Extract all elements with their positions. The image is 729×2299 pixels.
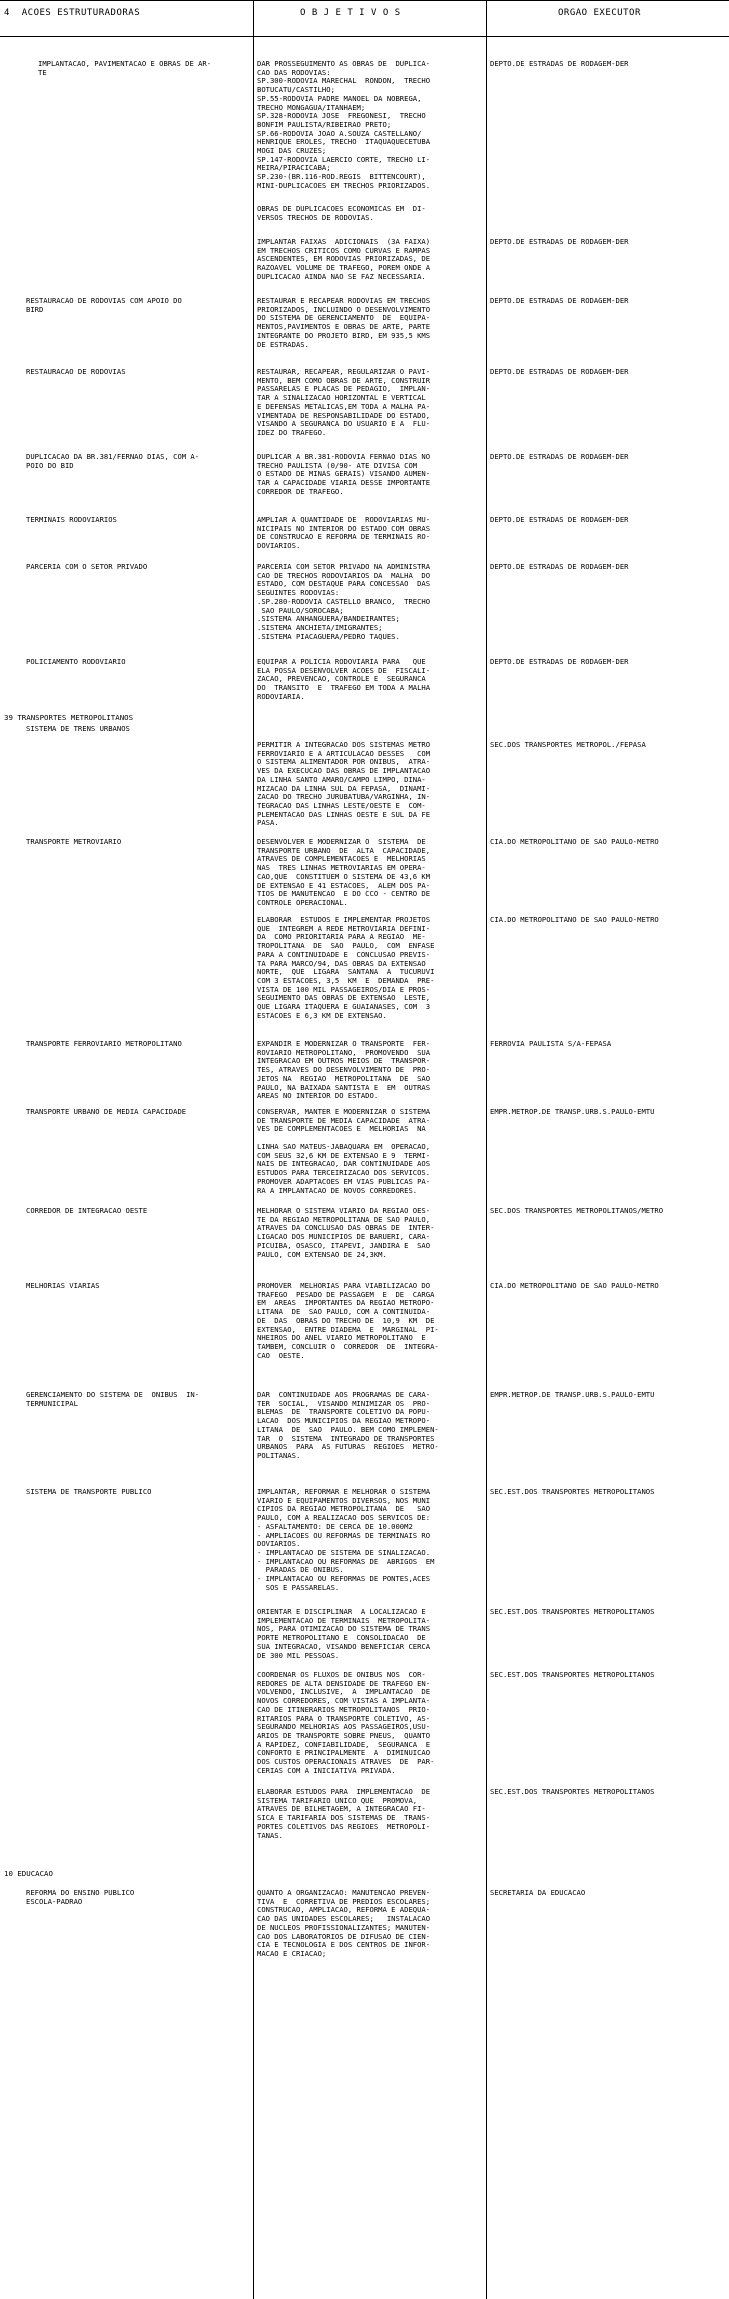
executor-cell: DEPTO.DE ESTRADAS DE RODAGEM-DER bbox=[490, 452, 629, 461]
objective-cell: LINHA SAO MATEUS-JABAQUARA EM OPERACAO, COM SEUS 32,6 KM DE EXTENSAO E 9 TERMI- NAIS DE INTEGRACAO, DAR CONTINUIDADE AOS ESTUDOS PARA TERCEIRIZACAO DOS SERVICOS. PROMOVER ADAPTACOES EM VIAS PUBLICAS PA- RA A IMPLANTACAO DE NOVOS CORREDORES. bbox=[257, 1142, 431, 1195]
action-cell: RESTAURACAO DE RODOVIAS COM APOIO DO BIRD bbox=[26, 296, 182, 314]
objective-cell: ELABORAR ESTUDOS E IMPLEMENTAR PROJETOS QUE INTEGREM A REDE METROVIARIA DEFINI- DA COMO PRIORITARIA PARA A REGIAO ME- TROPOLITANA DE SAO PAULO, COM ENFASE PARA A CONTINUIDADE E CONCLUSAO PREVIS- TA PARA MARCO/94, DAS OBRAS DA EXTENSAO NORTE, QUE LIGARA SANTANA A TUCURUVI COM 3 ESTACOES, 3,5 KM E DEMANDA PRE- VISTA DE 100 MIL PASSAGEIROS/DIA E PROS- SEGUIMENTO DAS OBRAS DE EXTENSAO LESTE, QUE LIGARA ITAQUERA E GUAIANASES, COM 3 ESTACOES E 6,3 KM DE EXTENSAO. bbox=[257, 915, 435, 1020]
section-heading: 39 TRANSPORTES METROPOLITANOS bbox=[4, 713, 134, 722]
action-cell: CORREDOR DE INTEGRACAO OESTE bbox=[26, 1206, 148, 1215]
objective-cell: MELHORAR O SISTEMA VIARIO DA REGIAO OES- TE DA REGIAO METROPOLITANA DE SAO PAULO, ATRAVES DA CONCLUSAO DAS OBRAS DE INTER- LIGACAO DOS MUNICIPIOS DE BARUERI, CARA- PICUIBA, OSASCO, ITAPEVI, JANDIRA E SAO PAULO, COM EXTENSAO DE 24,3KM. bbox=[257, 1206, 435, 1259]
executor-cell: SEC.DOS TRANSPORTES METROPOL./FEPASA bbox=[490, 740, 646, 749]
objective-cell: QUANTO A ORGANIZACAO: MANUTENCAO PREVEN- TIVA E CORRETIVA DE PREDIOS ESCOLARES; CONSTRUCAO, AMPLIACAO, REFORMA E ADEQUA- CAO DAS UNIDADES ESCOLARES; INSTALACAO DE NUCLEOS PROFISSIONALIZANTES; MANUTEN- CAO DOS LABORATORIOS DE DIFUSAO DE CIEN- CIA E TECNOLOGIA E DOS CENTROS DE INFOR- MACAO E CRIACAO; bbox=[257, 1888, 431, 1958]
objective-cell: COORDENAR OS FLUXOS DE ONIBUS NOS COR- REDORES DE ALTA DENSIDADE DE TRAFEGO EN- VOLVENDO, INCLUSIVE, A IMPLANTACAO DE NOVOS CORREDORES, COM VISTAS A IMPLANTA- CAO DE ITINERARIOS METROPOLITANOS PRIO- RITARIOS PARA O TRANSPORTE COLETIVO, AS- SEGURANDO MELHORIAS AOS PASSAGEIROS,USU- ARIOS DE TRANSPORTE SOBRE PNEUS, QUANTO A RAPIDEZ, CONFIABILIDADE, SEGURANCA E CONFORTO E PRINCIPALMENTE A DIMINUICAO DOS CUSTOS OPERACIONAIS ATRAVES DE PAR- CERIAS COM A INICIATIVA PRIVADA. bbox=[257, 1670, 435, 1775]
objective-cell: DAR CONTINUIDADE AOS PROGRAMAS DE CARA- TER SOCIAL, VISANDO MINIMIZAR OS PRO- BLEMAS DE TRANSPORTE COLETIVO DA POPU- LACAO DOS MUNICIPIOS DA REGIAO METROPO- LITANA DE SAO PAULO. BEM COMO IMPLEMEN- TAR O SISTEMA INTEGRADO DE TRANSPORTES URBANOS PARA AS FUTURAS REGIOES METRO- POLITANAS. bbox=[257, 1390, 439, 1460]
header-top-rule bbox=[0, 0, 729, 1]
objective-cell: CONSERVAR, MANTER E MODERNIZAR O SISTEMA DE TRANSPORTE DE MEDIA CAPACIDADE ATRA- VES DE COMPLEMENTACOES E MELHORIAS NA bbox=[257, 1107, 431, 1134]
column-divider-right bbox=[486, 0, 487, 2299]
executor-cell: DEPTO.DE ESTRADAS DE RODAGEM-DER bbox=[490, 657, 629, 666]
objective-cell: RESTAURAR, RECAPEAR, REGULARIZAR O PAVI- MENTO, BEM COMO OBRAS DE ARTE, CONSTRUIR PASSARELAS E PLACAS DE PEDAGIO, IMPLAN- TAR A SINALIZACAO HORIZONTAL E VERTICAL E DEFENSAS METALICAS,EM TODA A MALHA PA- VIMENTADA DE RESPONSABILIDADE DO ESTADO, VISANDO A SEGURANCA DO USUARIO E A FLU- IDEZ DO TRAFEGO. bbox=[257, 367, 431, 437]
executor-cell: DEPTO.DE ESTRADAS DE RODAGEM-DER bbox=[490, 59, 629, 68]
header-actions: 4 ACOES ESTRUTURADORAS bbox=[4, 8, 141, 18]
objective-cell: RESTAURAR E RECAPEAR RODOVIAS EM TRECHOS PRIORIZADOS, INCLUINDO O DESENVOLVIMENTO DO SISTEMA DE GERENCIAMENTO DE EQUIPA- MENTOS,PAVIMENTOS E OBRAS DE ARTE, PARTE INTEGRANTE DO PROJETO BIRD, EM 935,5 KMS DE ESTRADAS. bbox=[257, 296, 431, 349]
executor-cell: SECRETARIA DA EDUCACAO bbox=[490, 1888, 586, 1897]
action-cell: TERMINAIS RODOVIARIOS bbox=[26, 515, 117, 524]
action-cell: MELHORIAS VIARIAS bbox=[26, 1281, 100, 1290]
executor-cell: SEC.EST.DOS TRANSPORTES METROPOLITANOS bbox=[490, 1607, 655, 1616]
executor-cell: DEPTO.DE ESTRADAS DE RODAGEM-DER bbox=[490, 296, 629, 305]
objective-cell: IMPLANTAR FAIXAS ADICIONAIS (3A FAIXA) EM TRECHOS CRITICOS COMO CURVAS E RAMPAS ASCENDENTES, EM RODOVIAS PRIORIZADAS, DE RAZOAVEL VOLUME DE TRAFEGO, POREM ONDE A DUPLICACAO AINDA NAO SE FAZ NECESSARIA. bbox=[257, 237, 431, 281]
objective-cell: PARCERIA COM SETOR PRIVADO NA ADMINISTRA CAO DE TRECHOS RODOVIARIOS DA MALHA DO ESTADO, COM DESTAQUE PARA CONCESSAO DAS SEGUINTES RODOVIAS: .SP.280-RODOVIA CASTELLO BRANCO, TRECHO SAO PAULO/SOROCABA; .SISTEMA ANHANGUERA/BANDEIRANTES; .SISTEMA ANCHIETA/IMIGRANTES; .SISTEMA PIACAGUERA/PEDRO TAQUES. bbox=[257, 562, 431, 641]
executor-cell: DEPTO.DE ESTRADAS DE RODAGEM-DER bbox=[490, 237, 629, 246]
executor-cell: DEPTO.DE ESTRADAS DE RODAGEM-DER bbox=[490, 515, 629, 524]
action-cell: SISTEMA DE TRENS URBANOS bbox=[26, 724, 130, 733]
objective-cell: ELABORAR ESTUDOS PARA IMPLEMENTACAO DE SISTEMA TARIFARIO UNICO QUE PROMOVA, ATRAVES DE BILHETAGEM, A INTEGRACAO FI- SICA E TARIFARIA DOS SISTEMAS DE TRANS- PORTES COLETIVOS DAS REGIOES METROPOLI- TANAS. bbox=[257, 1787, 431, 1840]
objective-cell: EXPANDIR E MODERNIZAR O TRANSPORTE FER- ROVIARIO METROPOLITANO, PROMOVENDO SUA INTEGRACAO EM OUTROS MEIOS DE TRANSPOR- TES, ATRAVES DO DESENVOLVIMENTO DE PRO- JETOS NA REGIAO METROPOLITANA DE SAO PAULO, NA BAIXADA SANTISTA E EM OUTRAS AREAS NO INTERIOR DO ESTADO. bbox=[257, 1039, 431, 1101]
objective-cell: IMPLANTAR, REFORMAR E MELHORAR O SISTEMA VIARIO E EQUIPAMENTOS DIVERSOS, NOS MUNI CIPIOS DA REGIAO METROPOLITANA DE SAO PAULO, COM A REALIZACAO DOS SERVICOS DE: - ASFALTAMENTO: DE CERCA DE 10.000M2 - AMPLIACOES OU REFORMAS DE TERMINAIS RO DOVIARIOS. - IMPLANTACAO DE SISTEMA DE SINALIZACAO. - IMPLANTACAO OU REFORMAS DE ABRIGOS EM PARADAS DE ONIBUS. - IMPLANTACAO OU REFORMAS DE PONTES,ACES SOS E PASSARELAS. bbox=[257, 1487, 435, 1592]
executor-cell: DEPTO.DE ESTRADAS DE RODAGEM-DER bbox=[490, 367, 629, 376]
header-bottom-rule bbox=[0, 36, 729, 37]
objective-cell: DESENVOLVER E MODERNIZAR O SISTEMA DE TRANSPORTE URBANO DE ALTA CAPACIDADE, ATRAVES DE COMPLEMENTACOES E MELHORIAS NAS TRES LINHAS METROVIARIAS EM OPERA- CAO,QUE CONSTITUEM O SISTEMA DE 43,6 KM DE EXTENSAO E 41 ESTACOES, ALEM DOS PA- TIOS DE MANUTENCAO E DO CCO - CENTRO DE CONTROLE OPERACIONAL. bbox=[257, 837, 431, 907]
executor-cell: CIA.DO METROPOLITANO DE SAO PAULO-METRO bbox=[490, 915, 659, 924]
executor-cell: SEC.EST.DOS TRANSPORTES METROPOLITANOS bbox=[490, 1670, 655, 1679]
column-divider-left bbox=[253, 0, 254, 2299]
objective-cell: PROMOVER MELHORIAS PARA VIABILIZACAO DO TRAFEGO PESADO DE PASSAGEM E DE CARGA EM AREAS IMPORTANTES DA REGIAO METROPO- LITANA DE SAO PAULO, COM A CONTINUIDA- DE DAS OBRAS DO TRECHO DE 10,9 KM DE EXTENSAO, ENTRE DIADEMA E MARGINAL PI- NHEIROS DO ANEL VIARIO METROPOLITANO E TAMBEM, CONCLUIR O CORREDOR DE INTEGRA- CAO OESTE. bbox=[257, 1281, 439, 1360]
objective-cell: DAR PROSSEGUIMENTO AS OBRAS DE DUPLICA- CAO DAS RODOVIAS: SP.300-RODOVIA MARECHAL RONDON, TRECHO BOTUCATU/CASTILHO; SP.55-RODOVIA PADRE MANOEL DA NOBREGA, TRECHO MONGAGUA/ITANHAEM; SP.328-RODOVIA JOSE FREGONESI, TRECHO BONFIM PAULISTA/RIBEIRAO PRETO; SP.66-RODOVIA JOAO A.SOUZA CASTELLANO/ HENRIQUE EROLES, TRECHO ITAQUAQUECETUBA MOGI DAS CRUZES; SP.147-RODOVIA LAERCIO CORTE, TRECHO LI- MEIRA/PIRACICABA; SP.230-(BR.116-ROD.REGIS BITTENCOURT), MINI-DUPLICACOES EM TRECHOS PRIORIZADOS. bbox=[257, 59, 431, 190]
executor-cell: DEPTO.DE ESTRADAS DE RODAGEM-DER bbox=[490, 562, 629, 571]
action-cell: DUPLICACAO DA BR.381/FERNAO DIAS, COM A- POIO DO BID bbox=[26, 452, 200, 470]
action-cell: SISTEMA DE TRANSPORTE PUBLICO bbox=[26, 1487, 152, 1496]
action-cell: IMPLANTACAO, PAVIMENTACAO E OBRAS DE AR- TE bbox=[38, 59, 212, 77]
action-cell: PARCERIA COM O SETOR PRIVADO bbox=[26, 562, 148, 571]
header-objectives: O B J E T I V O S bbox=[300, 8, 401, 18]
executor-cell: SEC.DOS TRANSPORTES METROPOLITANOS/METRO bbox=[490, 1206, 664, 1215]
executor-cell: SEC.EST.DOS TRANSPORTES METROPOLITANOS bbox=[490, 1787, 655, 1796]
action-cell: TRANSPORTE METROVIARIO bbox=[26, 837, 122, 846]
action-cell: RESTAURACAO DE RODOVIAS bbox=[26, 367, 126, 376]
action-cell: TRANSPORTE URBANO DE MEDIA CAPACIDADE bbox=[26, 1107, 187, 1116]
executor-cell: FERROVIA PAULISTA S/A-FEPASA bbox=[490, 1039, 612, 1048]
objective-cell: AMPLIAR A QUANTIDADE DE RODOVIARIAS MU- NICIPAIS NO INTERIOR DO ESTADO COM OBRAS DE CONSTRUCAO E REFORMA DE TERMINAIS RO- DOVIARIOS. bbox=[257, 515, 431, 551]
objective-cell: OBRAS DE DUPLICACOES ECONOMICAS EM DI- VERSOS TRECHOS DE RODOVIAS. bbox=[257, 204, 426, 222]
executor-cell: CIA.DO METROPOLITANO DE SAO PAULO-METRO bbox=[490, 1281, 659, 1290]
action-cell: POLICIAMENTO RODOVIARIO bbox=[26, 657, 126, 666]
section-heading: 10 EDUCACAO bbox=[4, 1869, 53, 1878]
objective-cell: EQUIPAR A POLICIA RODOVIARIA PARA QUE ELA POSSA DESENVOLVER ACOES DE FISCALI- ZACAO, PREVENCAO, CONTROLE E SEGURANCA DO TRANSITO E TRAFEGO EM TODA A MALHA RODOVIARIA. bbox=[257, 657, 431, 701]
objective-cell: ORIENTAR E DISCIPLINAR A LOCALIZACAO E IMPLEMENTACAO DE TERMINAIS METROPOLITA- NOS, PARA OTIMIZACAO DO SISTEMA DE TRANS PORTE METROPOLITANO E CONSOLIDACAO DE SUA INTEGRACAO, VISANDO BENEFICIAR CERCA DE 300 MIL PESSOAS. bbox=[257, 1607, 431, 1660]
objective-cell: PERMITIR A INTEGRACAO DOS SISTEMAS METRO FERROVIARIO E A ARTICULACAO DESSES COM O SISTEMA ALIMENTADOR POR ONIBUS, ATRA- VES DA EXECUCAO DAS OBRAS DE IMPLANTACAO DA LINHA SANTO AMARO/CAMPO LIMPO, DINA- MIZACAO DA LINHA SUL DA FEPASA, DINAMI- ZACAO DO TRECHO JURUBATUBA/VARGINHA, IN- TEGRACAO DAS LINHAS LESTE/OESTE E COM- PLEMENTACAO DAS LINHAS OESTE E SUL DA FE PASA. bbox=[257, 740, 431, 828]
objective-cell: DUPLICAR A BR.381-RODOVIA FERNAO DIAS NO TRECHO PAULISTA (0/90- ATE DIVISA COM O ESTADO DE MINAS GERAIS) VISANDO AUMEN- TAR A CAPACIDADE VIARIA DESSE IMPORTANTE CORREDOR DE TRAFEGO. bbox=[257, 452, 431, 496]
executor-cell: CIA.DO METROPOLITANO DE SAO PAULO-METRO bbox=[490, 837, 659, 846]
action-cell: REFORMA DO ENSINO PUBLICO ESCOLA-PADRAO bbox=[26, 1888, 135, 1906]
executor-cell: EMPR.METROP.DE TRANSP.URB.S.PAULO-EMTU bbox=[490, 1390, 655, 1399]
header-executor: ORGAO EXECUTOR bbox=[558, 8, 641, 18]
executor-cell: EMPR.METROP.DE TRANSP.URB.S.PAULO-EMTU bbox=[490, 1107, 655, 1116]
action-cell: GERENCIAMENTO DO SISTEMA DE ONIBUS IN- TERMUNICIPAL bbox=[26, 1390, 200, 1408]
action-cell: TRANSPORTE FERROVIARIO METROPOLITANO bbox=[26, 1039, 182, 1048]
executor-cell: SEC.EST.DOS TRANSPORTES METROPOLITANOS bbox=[490, 1487, 655, 1496]
